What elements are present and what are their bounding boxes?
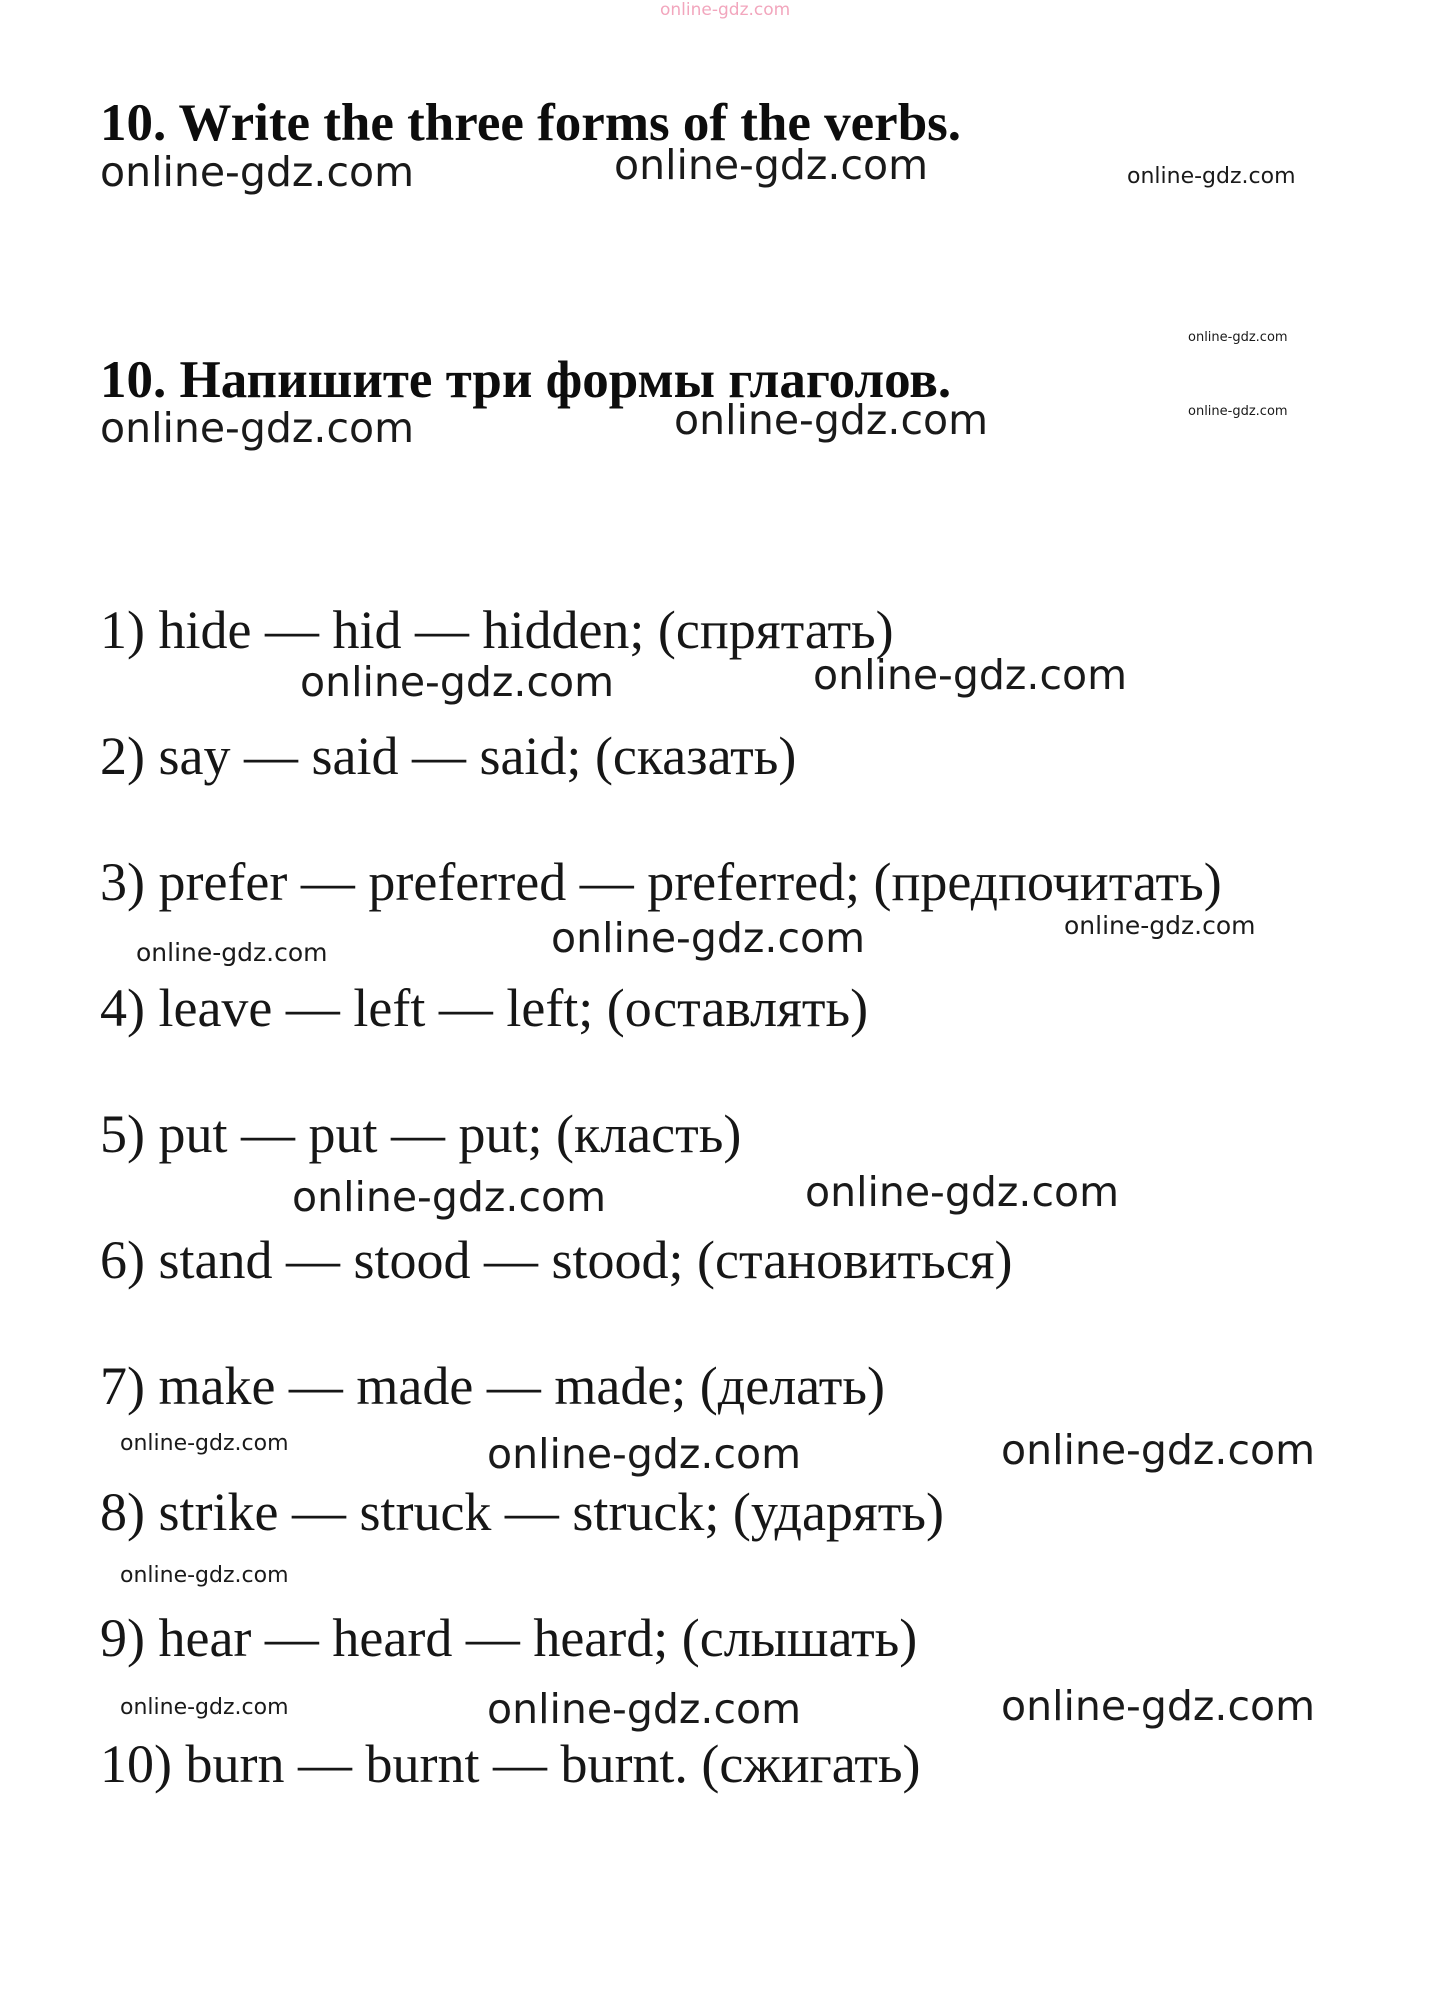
watermark-19: online-gdz.com bbox=[120, 1695, 289, 1720]
watermark-3: online-gdz.com bbox=[1127, 164, 1296, 189]
watermark-12: online-gdz.com bbox=[1064, 911, 1256, 940]
watermark-14: online-gdz.com bbox=[805, 1168, 1120, 1216]
watermark-16: online-gdz.com bbox=[487, 1430, 802, 1478]
watermark-15: online-gdz.com bbox=[120, 1431, 289, 1456]
watermark-10: online-gdz.com bbox=[136, 938, 328, 967]
watermark-6: online-gdz.com bbox=[100, 404, 415, 452]
answer-line-9: 9) hear — heard — heard; (слышать) bbox=[100, 1608, 918, 1668]
watermark-17: online-gdz.com bbox=[1001, 1426, 1316, 1474]
watermark-1: online-gdz.com bbox=[100, 148, 415, 196]
watermark-4: online-gdz.com bbox=[1188, 330, 1288, 345]
task-heading-ru: 10. Напишите три формы глаголов. bbox=[100, 351, 952, 409]
answer-line-8: 8) strike — struck — struck; (ударять) bbox=[100, 1482, 944, 1542]
watermark-7: online-gdz.com bbox=[674, 396, 989, 444]
watermark-18: online-gdz.com bbox=[120, 1563, 289, 1588]
answer-line-1: 1) hide — hid — hidden; (спрятать) bbox=[100, 600, 894, 660]
answer-line-10: 10) burn — burnt — burnt. (сжигать) bbox=[100, 1734, 921, 1794]
answer-line-4: 4) leave — left — left; (оставлять) bbox=[100, 978, 869, 1038]
watermark-9: online-gdz.com bbox=[813, 651, 1128, 699]
watermark-21: online-gdz.com bbox=[1001, 1682, 1316, 1730]
watermark-13: online-gdz.com bbox=[292, 1173, 607, 1221]
watermark-5: online-gdz.com bbox=[1188, 404, 1288, 419]
watermark-11: online-gdz.com bbox=[551, 914, 866, 962]
watermark-8: online-gdz.com bbox=[300, 658, 615, 706]
answer-line-2: 2) say — said — said; (сказать) bbox=[100, 726, 797, 786]
watermark-20: online-gdz.com bbox=[487, 1685, 802, 1733]
answer-line-7: 7) make — made — made; (делать) bbox=[100, 1356, 885, 1416]
task-heading-en: 10. Write the three forms of the verbs. bbox=[100, 94, 962, 152]
answer-line-6: 6) stand — stood — stood; (становиться) bbox=[100, 1230, 1013, 1290]
answer-line-5: 5) put — put — put; (класть) bbox=[100, 1104, 742, 1164]
answer-line-3: 3) prefer — preferred — preferred; (предпочитать) bbox=[100, 852, 1222, 912]
watermark-2: online-gdz.com bbox=[614, 141, 929, 189]
watermark-top: online-gdz.com bbox=[660, 0, 791, 20]
